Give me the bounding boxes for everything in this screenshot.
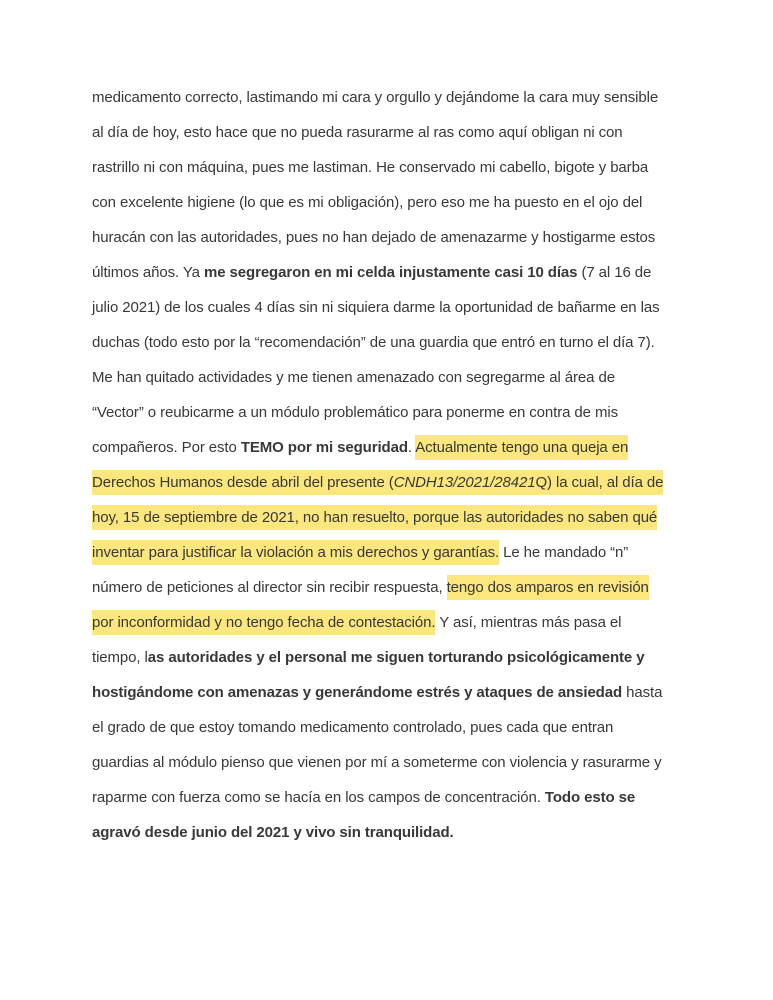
text-line	[92, 640, 713, 675]
text-line	[92, 325, 713, 360]
text-line	[92, 780, 713, 815]
text-run: con excelente higiene (lo que es mi obligación), pero eso me ha puesto en el ojo del	[92, 194, 643, 211]
text-line	[92, 185, 713, 220]
text-run: al día de hoy, esto hace que no pueda rasurarme al ras como aquí obligan ni con	[92, 124, 623, 141]
highlighted-text-run: por inconformidad y no tengo fecha de contestación.	[92, 610, 435, 635]
text-line	[92, 535, 713, 570]
bold-text-run: hostigándome con amenazas y generándome estrés y ataques de ansiedad	[92, 684, 623, 701]
text-run: Me han quitado actividades y me tienen amenazado con segregarme al área de	[92, 369, 615, 386]
text-run: hasta	[622, 684, 663, 701]
bold-text-run: Todo esto se	[544, 789, 636, 806]
text-line	[92, 360, 713, 395]
text-run: huracán con las autoridades, pues no han dejado de amenazarme y hostigarme estos	[92, 229, 656, 246]
text-line	[92, 115, 713, 150]
text-line	[92, 150, 713, 185]
text-run: Y así, mientras más pasa el	[435, 614, 622, 631]
text-line	[92, 465, 713, 500]
text-run: medicamento correcto, lastimando mi cara y orgullo y dejándome la cara muy sensible	[92, 89, 659, 106]
highlighted-text-run: CNDH13/2021/28421	[394, 470, 536, 495]
highlighted-text-run: Actualmente tengo una queja en	[415, 435, 628, 460]
text-line	[92, 500, 713, 535]
text-line	[92, 80, 713, 115]
text-line	[92, 675, 713, 710]
text-run: duchas (todo esto por la “recomendación” de una guardia que entró en turno el día 7).	[92, 334, 655, 351]
text-run: (7 al 16 de	[577, 264, 652, 281]
text-run: rastrillo ni con máquina, pues me lastiman. He conservado mi cabello, bigote y barba	[92, 159, 649, 176]
document-text	[92, 80, 713, 850]
text-run: raparme con fuerza como se hacía en los campos de concentración.	[92, 789, 545, 806]
text-run: número de peticiones al director sin recibir respuesta,	[92, 579, 447, 596]
text-line	[92, 255, 713, 290]
text-run: tiempo, l	[92, 649, 148, 666]
text-run: compañeros. Por esto	[92, 439, 241, 456]
text-run: el grado de que estoy tomando medicamento controlado, pues cada que entran	[92, 719, 614, 736]
text-line	[92, 290, 713, 325]
highlighted-text-run: Derechos Humanos desde abril del presente (	[92, 470, 394, 495]
text-line	[92, 710, 713, 745]
text-line	[92, 430, 713, 465]
text-line	[92, 220, 713, 255]
highlighted-text-run: Q) la cual, al día de	[535, 470, 663, 495]
highlighted-text-run: tengo dos amparos en revisión	[447, 575, 649, 600]
text-line	[92, 605, 713, 640]
bold-text-run: me segregaron en mi celda injustamente casi 10 días	[203, 264, 578, 281]
text-line	[92, 395, 713, 430]
text-run: .	[407, 439, 416, 456]
text-run: últimos años. Ya	[92, 264, 204, 281]
bold-text-run: TEMO por mi seguridad	[240, 439, 408, 456]
text-run: Le he mandado “n”	[499, 544, 629, 561]
text-run: “Vector” o reubicarme a un módulo problemático para ponerme en contra de mis	[92, 404, 619, 421]
text-run: guardias al módulo pienso que vienen por mí a someterme con violencia y rasurarme y	[92, 754, 662, 771]
text-line	[92, 570, 713, 605]
text-run: julio 2021) de los cuales 4 días sin ni siquiera darme la oportunidad de bañarme en las	[92, 299, 660, 316]
bold-text-run: as autoridades y el personal me siguen torturando psicológicamente y	[147, 649, 645, 666]
bold-text-run: agravó desde junio del 2021 y vivo sin tranquilidad.	[92, 824, 454, 841]
text-line	[92, 815, 713, 850]
highlighted-text-run: hoy, 15 de septiembre de 2021, no han resuelto, porque las autoridades no saben qué	[92, 505, 657, 530]
text-line	[92, 745, 713, 780]
highlighted-text-run: inventar para justificar la violación a mis derechos y garantías.	[92, 540, 499, 565]
